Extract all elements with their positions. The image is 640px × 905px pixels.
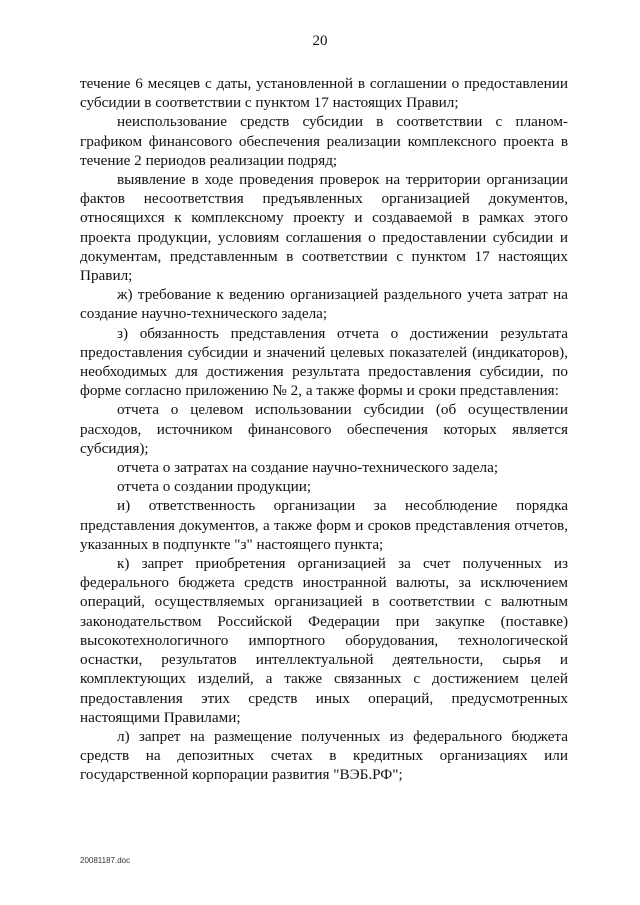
file-name-footer: 20081187.doc	[80, 856, 131, 865]
paragraph: отчета о целевом использовании субсидии (об осуществлении расходов, источником финансового обеспечения которых является субсидия);	[80, 401, 568, 457]
paragraph: ж) требование к ведению организацией раздельного учета затрат на создание научно-технического задела;	[80, 286, 568, 323]
document-body	[80, 74, 568, 785]
paragraph: течение 6 месяцев с даты, установленной в соглашении о предоставлении субсидии в соответствии с пунктом 17 настоящих Правил;	[80, 75, 568, 112]
page-number: 20	[312, 33, 328, 49]
paragraph: к) запрет приобретения организацией за счет полученных из федерального бюджета средств иностранной валюты, за исключением операций, осуществляемых организацией в соответствии с валютным законодательством Российской Федерации при закупке (поставке) высокотехнологичного импортного оборудования, технологической оснастки, результатов интеллектуальной деятельности, сырья и комплектующих изделий, а также связанных с достижением целей предоставления этих средств иных операций, предусмотренных настоящими Правилами;	[80, 555, 568, 726]
paragraph: отчета о затратах на создание научно-технического задела;	[117, 459, 499, 477]
paragraph: выявление в ходе проведения проверок на территории организации фактов несоответствия предъявленных организацией документов, относящихся к комплексному проекту и создаваемой в рамках этого проекта продукции, условиям соглашения о предоставлении субсидии и документам, представленным в соответствии с пунктом 17 настоящих Правил;	[80, 171, 568, 285]
paragraph: л) запрет на размещение полученных из федерального бюджета средств на депозитных счетах в кредитных организациях или государственной корпорации развития "ВЭБ.РФ";	[80, 727, 568, 784]
paragraph: з) обязанность представления отчета о достижении результата предоставления субсидии и значений целевых показателей (индикаторов), необходимых для достижения результата предоставления субсидии, по форме согласно приложению № 2, а также формы и сроки представления:	[80, 324, 568, 400]
paragraph: отчета о создании продукции;	[117, 478, 312, 496]
paragraph: неиспользование средств субсидии в соответствии с планом-графиком финансового обеспечения реализации комплексного проекта в течение 2 периодов реализации подряд;	[80, 113, 568, 169]
paragraph: и) ответственность организации за несоблюдение порядка представления документов, а также форм и сроков представления отчетов, указанных в подпункте "з" настоящего пункта;	[80, 497, 568, 553]
